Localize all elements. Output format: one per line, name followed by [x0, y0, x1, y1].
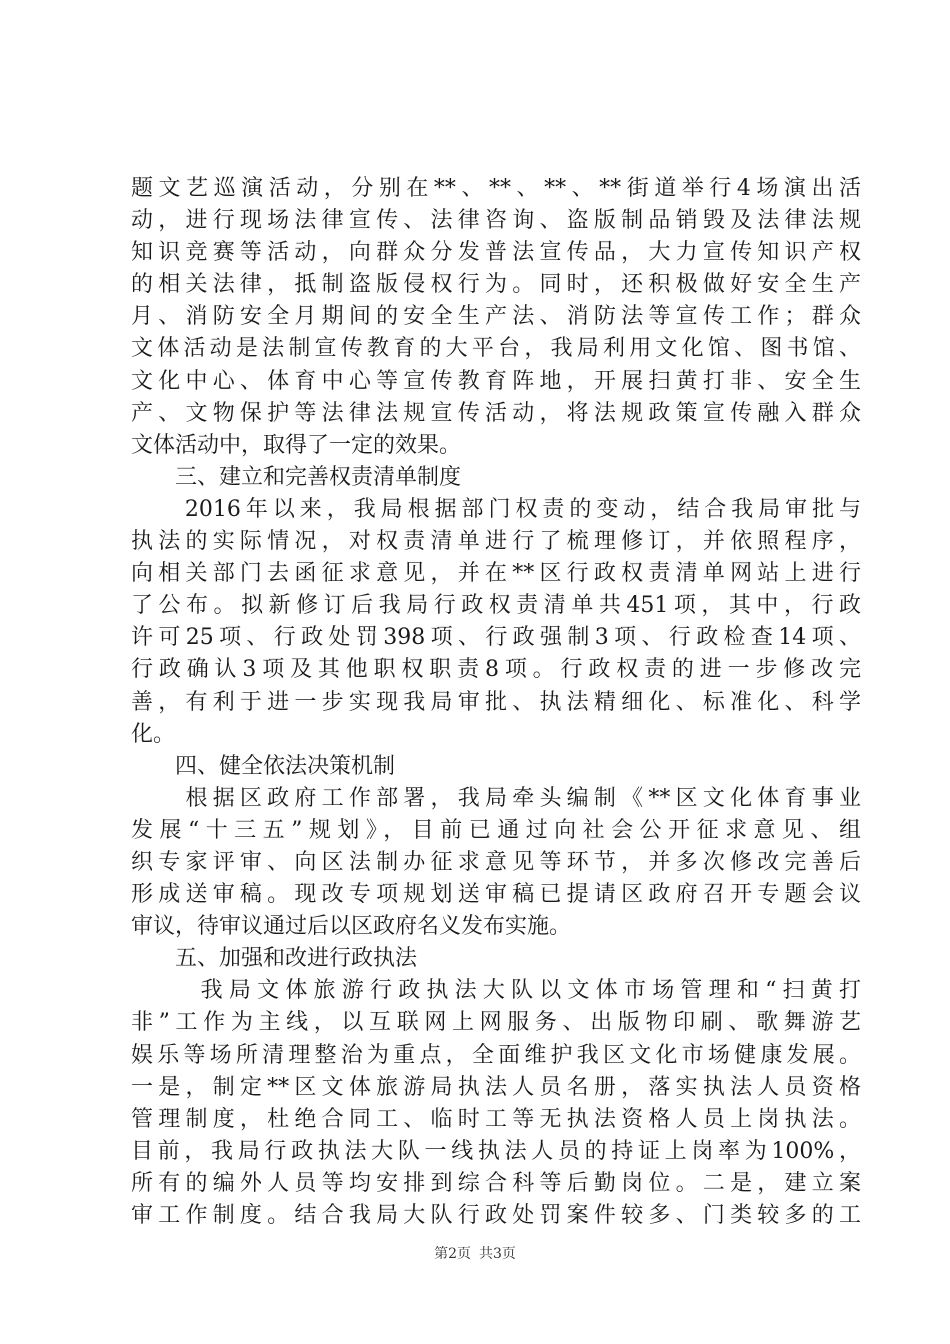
text-line: 文化中心、体育中心等宣传教育阵地，开展扫黄打非、安全生 [131, 368, 861, 394]
body-text [131, 173, 861, 1232]
text-line: 管理制度，杜绝合同工、临时工等无执法资格人员上岗执法。 [131, 1106, 861, 1132]
section-heading: 五、加强和改进行政执法 [131, 946, 418, 972]
text-line: 向相关部门去函征求意见，并在**区行政权责清单网站上进行 [131, 561, 861, 587]
text-line: 2016年以来，我局根据部门权责的变动，结合我局审批与 [131, 496, 861, 522]
page-number: 第2页 [434, 1246, 471, 1262]
text-line: 题文艺巡演活动，分别在**、**、**、**街道举行4场演出活 [131, 176, 861, 201]
page-total: 共3页 [479, 1246, 516, 1262]
section-heading: 三、建立和完善权责清单制度 [131, 464, 462, 490]
text-line: 许可25项、行政处罚398项、行政强制3项、行政检查14项、 [131, 625, 861, 651]
page-footer [0, 1243, 950, 1263]
text-line: 我局文体旅游行政执法大队以文体市场管理和“扫黄打 [131, 978, 861, 1004]
text-line: 文体活动是法制宣传教育的大平台，我局利用文化馆、图书馆、 [131, 336, 861, 362]
text-line: 娱乐等场所清理整治为重点，全面维护我区文化市场健康发展。 [131, 1042, 861, 1068]
text-line: 化。 [131, 721, 176, 747]
text-line: 审工作制度。结合我局大队行政处罚案件较多、门类较多的工 [131, 1203, 861, 1228]
text-line: 行政确认3项及其他职权职责8项。行政权责的进一步修改完 [131, 657, 861, 683]
text-line: 动，进行现场法律宣传、法律咨询、盗版制品销毁及法律法规 [131, 208, 861, 234]
text-line: 织专家评审、向区法制办征求意见等环节，并多次修改完善后 [131, 849, 861, 875]
text-line: 的相关法律，抵制盗版侵权行为。同时，还积极做好安全生产 [131, 272, 861, 298]
text-line: 一是，制定**区文体旅游局执法人员名册，落实执法人员资格 [131, 1074, 861, 1100]
text-line: 所有的编外人员等均安排到综合科等后勤岗位。二是，建立案 [131, 1170, 861, 1196]
text-line: 善，有利于进一步实现我局审批、执法精细化、标准化、科学 [131, 689, 861, 715]
text-line: 审议，待审议通过后以区政府名义发布实施。 [131, 914, 572, 940]
text-line: 了公布。拟新修订后我局行政权责清单共451项，其中，行政 [131, 593, 861, 619]
section-heading: 四、健全依法决策机制 [131, 753, 396, 779]
text-line: 形成送审稿。现改专项规划送审稿已提请区政府召开专题会议 [131, 882, 861, 908]
text-line: 根据区政府工作部署，我局牵头编制《**区文化体育事业 [131, 785, 861, 811]
text-line: 文体活动中，取得了一定的效果。 [131, 432, 462, 458]
text-line: 执法的实际情况，对权责清单进行了梳理修订，并依照程序， [131, 529, 861, 555]
text-line: 目前，我局行政执法大队一线执法人员的持证上岗率为100%， [131, 1138, 861, 1164]
text-line: 非”工作为主线，以互联网上网服务、出版物印刷、歌舞游艺 [131, 1010, 861, 1036]
text-line: 发展“十三五”规划》，目前已通过向社会公开征求意见、组 [131, 817, 861, 843]
text-line: 产、文物保护等法律法规宣传活动，将法规政策宣传融入群众 [131, 400, 861, 426]
text-line: 月、消防安全月期间的安全生产法、消防法等宣传工作；群众 [131, 304, 861, 330]
text-line: 知识竞赛等活动，向群众分发普法宣传品，大力宣传知识产权 [131, 240, 861, 266]
